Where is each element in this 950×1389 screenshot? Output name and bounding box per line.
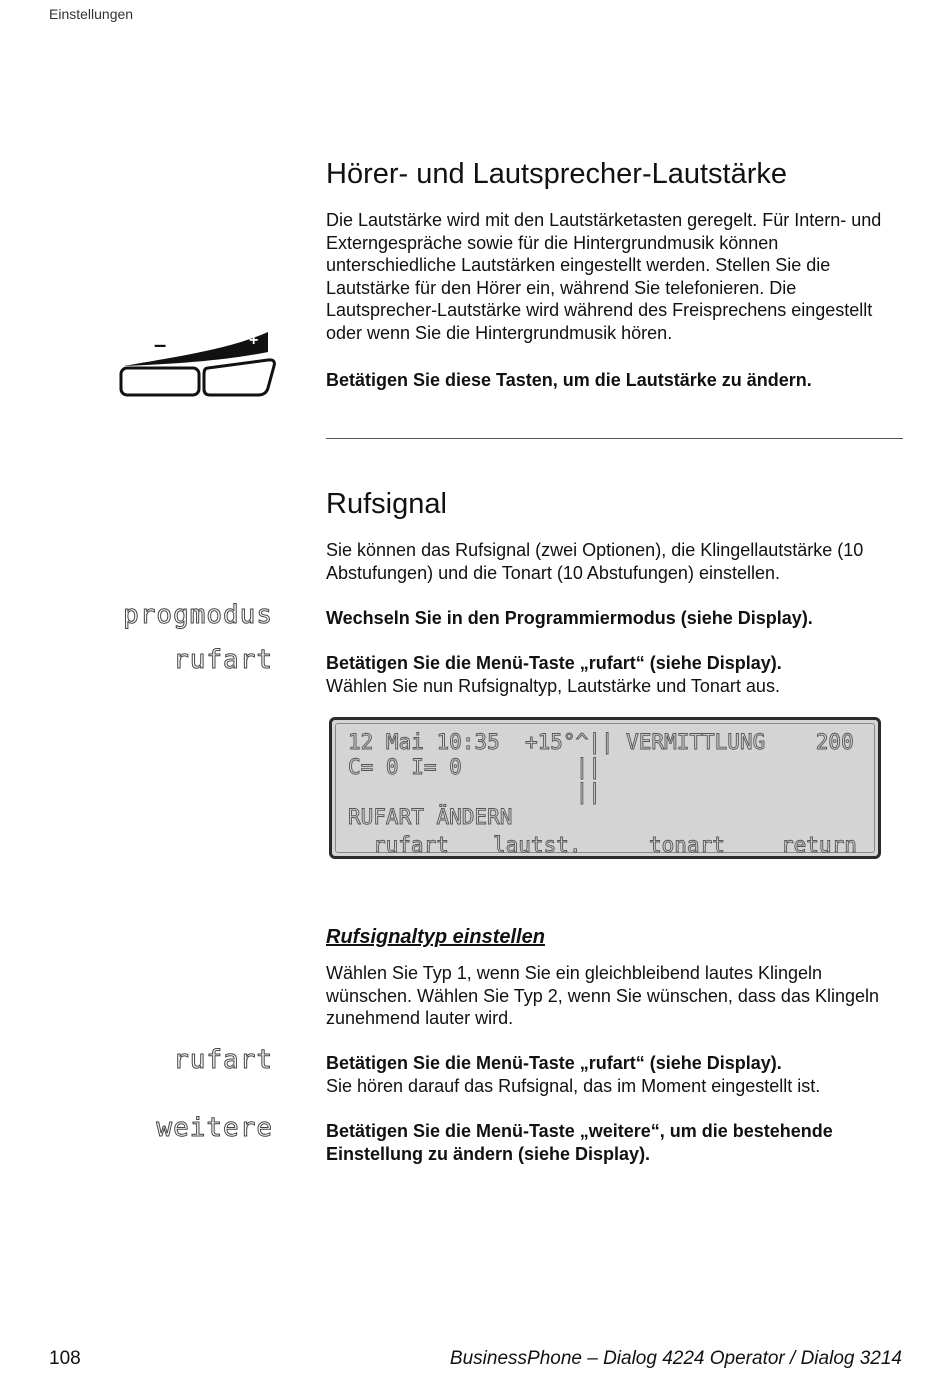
rufsignaltyp-step1-sub: Sie hören darauf das Rufsignal, das im Moment eingestellt ist. bbox=[326, 1076, 821, 1096]
rufsignal-intro: Sie können das Rufsignal (zwei Optionen), die Klingellautstärke (10 Abstufungen) und die Tonart (10 Abstufungen) einstellen. bbox=[326, 540, 864, 583]
rufsignal-step2: Betätigen Sie die Menü-Taste „rufart“ (siehe Display). bbox=[326, 653, 782, 673]
progmodus-key-label: progmodus bbox=[123, 600, 273, 630]
section-divider bbox=[326, 438, 903, 439]
display-line-2: C= 0 I= 0 || bbox=[348, 755, 601, 779]
softkey-rufart[interactable]: rufart bbox=[373, 833, 449, 857]
volume-text: Die Lautstärke wird mit den Lautstärketasten geregelt. Für Intern- und Externgespräche sowie für die Hintergrundmusik können unterschiedliche Lautstärken eingestellt werden. Stellen Sie die Lautstärke für den Hörer ein, während Sie telefonieren. Die Lautsprecher-Lautstärke wird während des Freisprechens eingestellt oder wenn Sie die Hintergrundmusik hören. bbox=[326, 210, 882, 343]
section-label: Einstellungen bbox=[49, 6, 134, 22]
rufsignaltyp-title: Rufsignaltyp einstellen bbox=[326, 926, 545, 948]
footer-title: BusinessPhone – Dialog 4224 Operator / Dialog 3214 bbox=[449, 1348, 902, 1369]
display-line-4: RUFART ÄNDERN bbox=[348, 805, 513, 829]
softkey-return[interactable]: return bbox=[781, 833, 857, 857]
softkey-lautst[interactable]: lautst. bbox=[493, 833, 582, 857]
rufart-key-label: rufart bbox=[173, 645, 273, 675]
rufart-key-label-2: rufart bbox=[173, 1045, 273, 1075]
phone-display bbox=[329, 717, 881, 859]
volume-plus-label: + bbox=[249, 332, 259, 349]
volume-keys-illustration bbox=[118, 328, 280, 400]
rufsignal-step2-sub: Wählen Sie nun Rufsignaltyp, Lautstärke und Tonart aus. bbox=[326, 676, 780, 696]
rufsignal-title: Rufsignal bbox=[326, 488, 447, 520]
display-line-1: 12 Mai 10:35 +15°^|| VERMITTLUNG 200 bbox=[348, 730, 854, 754]
display-screen bbox=[335, 723, 875, 857]
page-number: 108 bbox=[49, 1348, 81, 1369]
rufsignal-step1: Wechseln Sie in den Programmiermodus (siehe Display). bbox=[326, 608, 813, 628]
display-line-3: || bbox=[348, 780, 601, 804]
rufsignaltyp-intro: Wählen Sie Typ 1, wenn Sie ein gleichbleibend lautes Klingeln wünschen. Wählen Sie Typ 2, wenn Sie wünschen, dass das Klingeln zunehmend lauter wird. bbox=[326, 963, 879, 1029]
rufsignaltyp-step2: Betätigen Sie die Menü-Taste „weitere“, um die bestehende Einstellung zu ändern (siehe Display). bbox=[326, 1121, 833, 1164]
weitere-key-label: weitere bbox=[156, 1113, 273, 1143]
volume-minus-label: – bbox=[154, 332, 167, 357]
rufsignaltyp-step1: Betätigen Sie die Menü-Taste „rufart“ (siehe Display). bbox=[326, 1053, 782, 1073]
volume-instruction: Betätigen Sie diese Tasten, um die Lautstärke zu ändern. bbox=[326, 370, 812, 390]
volume-title: Hörer- und Lautsprecher-Lautstärke bbox=[326, 158, 788, 190]
softkey-tonart[interactable]: tonart bbox=[649, 833, 725, 857]
